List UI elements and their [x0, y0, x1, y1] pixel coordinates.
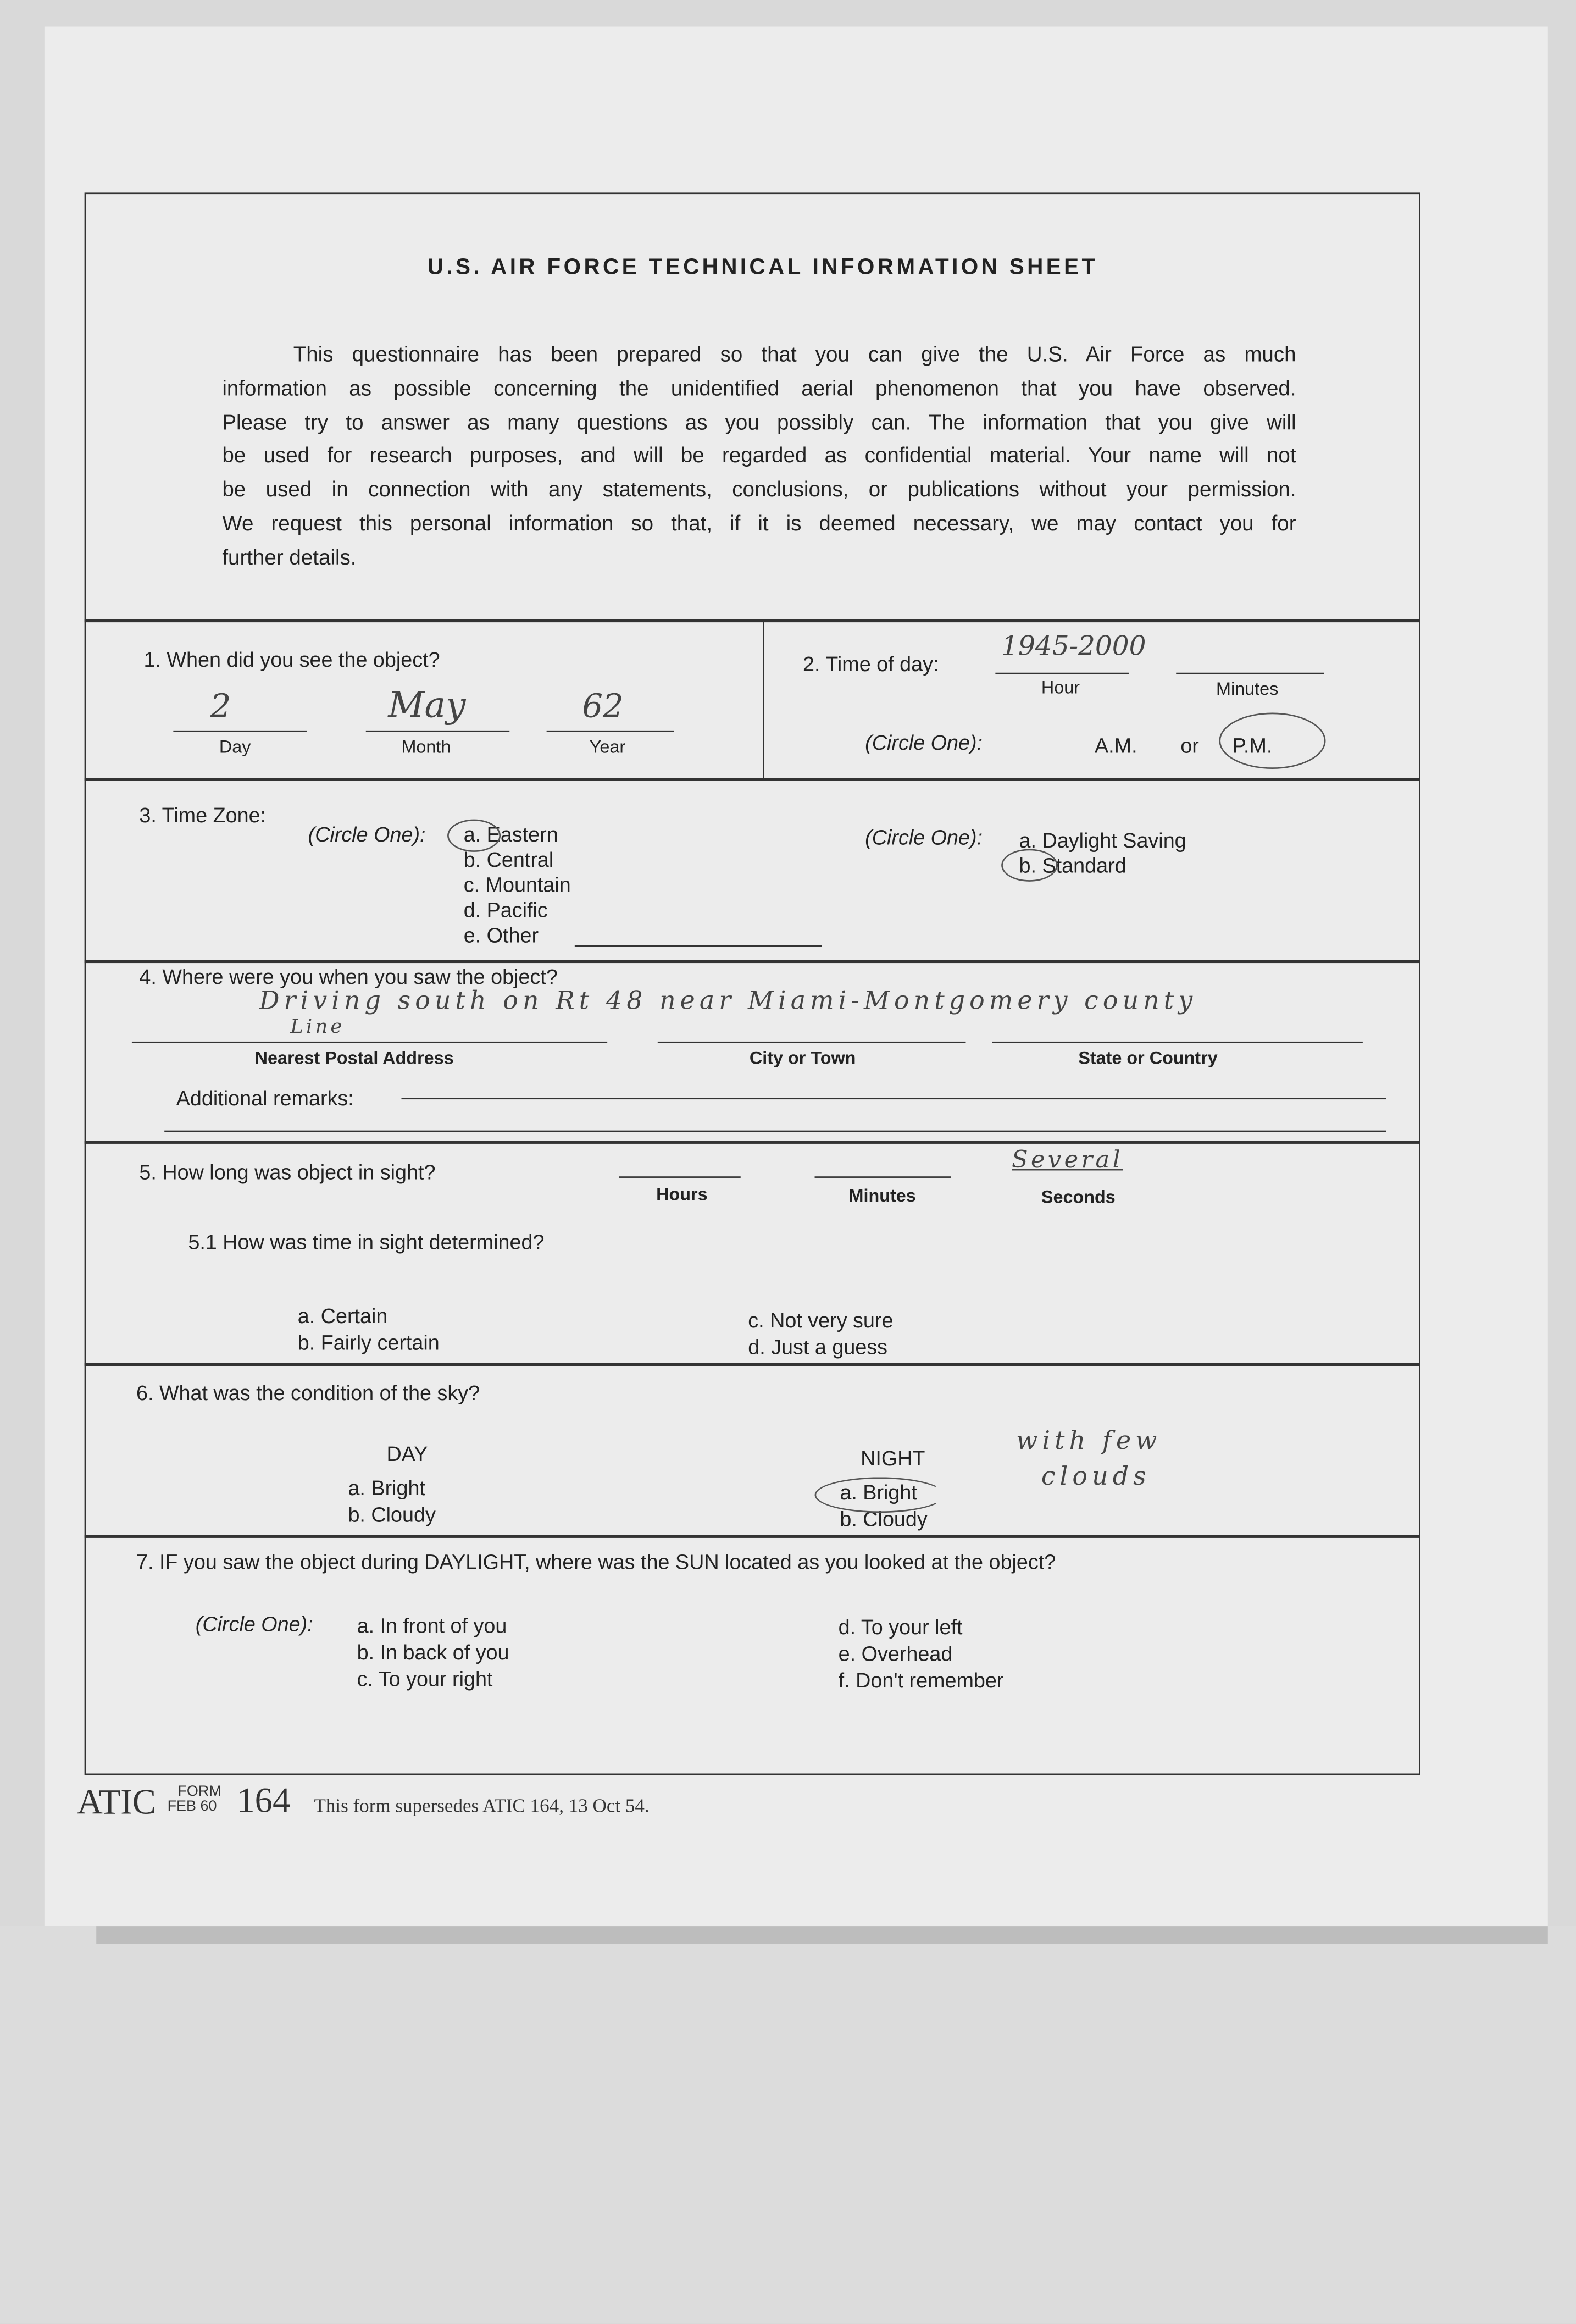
intro-line: We request this personal information so that, if it is deemed necessary, we may contact you for [222, 512, 1296, 536]
q2-circle-one: (Circle One): [865, 730, 983, 755]
q7-option[interactable]: b. In back of you [357, 1640, 509, 1664]
q5-hours-line [619, 1176, 741, 1178]
q6-night-option[interactable]: a. Bright [840, 1480, 917, 1504]
q51-label: 5.1 How was time in sight determined? [188, 1230, 545, 1254]
q3-zone-option[interactable]: d. Pacific [463, 898, 548, 922]
footer-atic: ATIC [77, 1784, 156, 1823]
form-title: U.S. AIR FORCE TECHNICAL INFORMATION SHEET [427, 254, 1098, 280]
q7-label: 7. IF you saw the object during DAYLIGHT, where was the SUN located as you looked at the object? [136, 1550, 1056, 1574]
eastern-circle-mark [447, 820, 501, 852]
q6-day-label: DAY [386, 1441, 428, 1465]
footer-form-date [168, 1785, 221, 1815]
footer-form-label: FORM [177, 1784, 221, 1801]
q1-year-value[interactable]: 62 [582, 689, 624, 726]
q6-day-option[interactable]: b. Cloudy [348, 1502, 436, 1526]
divider [85, 1535, 1420, 1538]
divider [85, 960, 1420, 963]
q4-remarks-line[interactable] [401, 1098, 1386, 1099]
q3-dst-option[interactable]: a. Daylight Saving [1019, 828, 1186, 852]
q1-month-value[interactable]: May [388, 684, 466, 726]
q2-am[interactable]: A.M. [1094, 733, 1137, 757]
q3-label: 3. Time Zone: [139, 803, 267, 827]
intro-line: be used in connection with any statements, conclusions, or publications without your permission. [222, 479, 1296, 503]
q4-city-label: City or Town [749, 1047, 856, 1069]
q1-day-value[interactable]: 2 [210, 689, 231, 726]
q7-option[interactable]: f. Don't remember [838, 1668, 1004, 1692]
q51-option[interactable]: d. Just a guess [748, 1335, 888, 1359]
night-bright-circle-mark [815, 1477, 945, 1513]
footer-form-number: 164 [237, 1782, 291, 1821]
q4-answer-line2[interactable]: Line [290, 1016, 345, 1039]
q1-month-line [366, 731, 509, 732]
q3-dst-circle-one: (Circle One): [865, 825, 983, 849]
q2-minutes-label: Minutes [1216, 678, 1279, 700]
q4-answer[interactable]: Driving south on Rt 48 near Miami-Montgomery county [259, 987, 1197, 1017]
q1-year-line [547, 731, 674, 732]
intro-line: further details. [222, 546, 357, 571]
intro-line: Please try to answer as many questions as you possibly can. The information that you give will [222, 411, 1296, 435]
q2-minutes-line [1176, 673, 1324, 674]
q1-year-label: Year [589, 736, 626, 757]
pm-circle-mark [1219, 713, 1325, 769]
intro-line: information as possible concerning the unidentified aerial phenomenon that you have observed. [222, 377, 1296, 401]
divider [85, 1363, 1420, 1366]
q4-postal-line [132, 1042, 607, 1043]
q3-dst-option[interactable]: b. Standard [1019, 853, 1126, 877]
q4-remarks-line-2[interactable] [164, 1131, 1386, 1132]
q4-city-line [658, 1042, 966, 1043]
q5-seconds-label: Seconds [1041, 1187, 1116, 1208]
q2-hour-label: Hour [1041, 677, 1080, 698]
q6-note-line2[interactable]: clouds [1041, 1462, 1151, 1492]
q5-seconds-value[interactable]: Several [1012, 1145, 1123, 1174]
q7-option[interactable]: a. In front of you [357, 1613, 507, 1637]
q6-night-label: NIGHT [861, 1446, 925, 1470]
q3-zone-option[interactable]: e. Other [463, 923, 539, 947]
q51-option[interactable]: c. Not very sure [748, 1308, 894, 1332]
q1-label: 1. When did you see the object? [143, 647, 440, 672]
q4-state-label: State or Country [1078, 1047, 1218, 1069]
q6-label: 6. What was the condition of the sky? [136, 1381, 480, 1405]
q1-day-label: Day [219, 736, 251, 757]
q5-minutes-label: Minutes [848, 1185, 916, 1207]
q5-label: 5. How long was object in sight? [139, 1160, 436, 1184]
q5-hours-label: Hours [656, 1183, 708, 1205]
divider-vertical [763, 619, 764, 778]
q3-zone-option[interactable]: b. Central [463, 847, 554, 871]
q3-zone-option[interactable]: c. Mountain [463, 872, 571, 897]
q7-option[interactable]: d. To your left [838, 1615, 963, 1639]
q2-hour-line [995, 673, 1129, 674]
q1-day-line [173, 731, 307, 732]
q6-day-option[interactable]: a. Bright [348, 1475, 425, 1499]
q3-zone-option[interactable]: a. Eastern [463, 822, 558, 846]
standard-circle-mark [1001, 849, 1057, 882]
divider [85, 619, 1420, 622]
q6-note[interactable]: with few [1016, 1426, 1162, 1457]
q51-option[interactable]: a. Certain [297, 1304, 388, 1328]
footer-date: FEB 60 [167, 1799, 217, 1815]
intro-line: This questionnaire has been prepared so that you can give the U.S. Air Force as much [293, 344, 1296, 368]
q4-postal-label: Nearest Postal Address [254, 1047, 454, 1069]
q4-state-line [992, 1042, 1363, 1043]
divider [85, 778, 1420, 781]
q3-other-line [575, 945, 822, 947]
q7-circle-one: (Circle One): [195, 1612, 313, 1636]
q7-option[interactable]: e. Overhead [838, 1641, 953, 1665]
q7-option[interactable]: c. To your right [357, 1667, 493, 1691]
page-shadow [96, 1926, 1548, 1944]
q6-night-option[interactable]: b. Cloudy [840, 1507, 928, 1531]
q3-circle-one: (Circle One): [308, 822, 426, 846]
q2-pm[interactable]: P.M. [1232, 733, 1273, 757]
intro-paragraph [222, 339, 1296, 576]
q4-label: 4. Where were you when you saw the object? [139, 964, 558, 988]
q4-remarks-label: Additional remarks: [176, 1086, 354, 1110]
q2-time-value[interactable]: 1945-2000 [1001, 631, 1146, 662]
intro-line: be used for research purposes, and will be regarded as confidential material. Your name will not [222, 445, 1296, 469]
q1-month-label: Month [401, 736, 451, 757]
q51-option[interactable]: b. Fairly certain [297, 1330, 440, 1354]
q2-label: 2. Time of day: [802, 652, 939, 676]
footer-note: This form supersedes ATIC 164, 13 Oct 54. [314, 1794, 650, 1817]
q5-minutes-line [815, 1176, 951, 1178]
divider [85, 1141, 1420, 1144]
background-area [0, 1926, 1576, 2323]
q2-or: or [1180, 733, 1199, 757]
